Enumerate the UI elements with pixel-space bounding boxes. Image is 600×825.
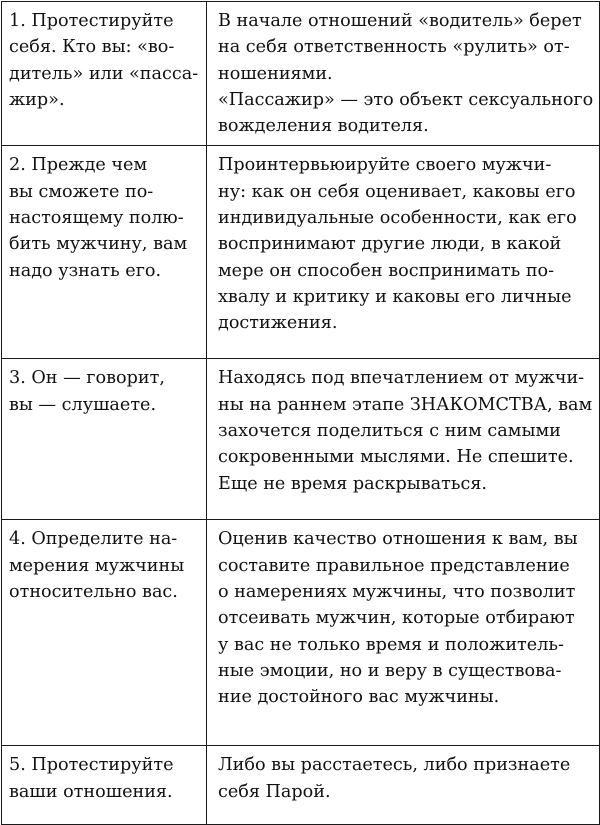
table-row (2, 520, 600, 746)
step-line: жир». (9, 89, 65, 110)
step-line: мерения мужчины (9, 555, 185, 576)
advice-table (1, 1, 600, 825)
description-line: ны на раннем этапе ЗНАКОМСТВА, вам (218, 394, 593, 415)
description-cell (207, 520, 600, 746)
description-line: у вас не только время и положитель- (218, 634, 564, 655)
description-line: достижения. (218, 313, 338, 334)
description-line: Проинтервьюируйте своего мужчи- (218, 155, 552, 176)
description-line: хвалу и критику и каковы его личные (218, 286, 572, 307)
description-line: ные эмоции, но и веру в существова- (218, 660, 562, 681)
step-line: дитель» или «пасса- (9, 63, 199, 84)
description-line: составите правильное представление (218, 555, 570, 576)
description-line: Либо вы расстаетесь, либо признаете (218, 755, 571, 776)
step-cell (2, 2, 207, 146)
description-line: Оценив качество отношения к вам, вы (218, 529, 578, 550)
description-line: Еще не время раскрываться. (218, 473, 488, 494)
step-line: ваши отношения. (9, 781, 173, 802)
description-line: ношениями. (218, 63, 333, 84)
step-line: относительно вас. (9, 582, 178, 603)
description-cell (207, 2, 600, 146)
step-line: 2. Прежде чем (9, 155, 148, 176)
description-line: на себя ответственность «рулить» от- (218, 37, 570, 58)
step-line: вы — слушаете. (9, 394, 157, 415)
description-line: Находясь под впечатлением от мужчи- (218, 368, 585, 389)
table-row (2, 746, 600, 825)
step-line: 3. Он — говорит, (9, 368, 165, 389)
step-cell (2, 359, 207, 520)
advice-table-body (2, 2, 600, 825)
description-line: о намерениях мужчины, что позволит (218, 582, 576, 603)
description-line: ну: как он себя оценивает, каковы его (218, 181, 576, 202)
description-line: сокровенными мыслями. Не спешите. (218, 447, 574, 468)
description-line: мере он способен воспринимать по- (218, 260, 555, 281)
step-line: 4. Определите на- (9, 529, 178, 550)
description-cell (207, 146, 600, 359)
step-cell (2, 520, 207, 746)
description-line: воспринимают другие люди, в какой (218, 234, 562, 255)
step-line: вы сможете по- (9, 181, 154, 202)
step-line: настоящему полю- (9, 208, 184, 229)
description-line: захочется поделиться с ним самыми (218, 421, 561, 442)
description-line: В начале отношений «водитель» берет (218, 11, 582, 31)
table-row (2, 146, 600, 359)
description-line: индивидуальные особенности, как его (218, 208, 577, 229)
step-line: бить мужчину, вам (9, 234, 188, 255)
description-line: «Пассажир» — это объект сексуального (218, 89, 594, 110)
step-line: 1. Протестируйте (9, 11, 174, 31)
table-row (2, 2, 600, 146)
step-line: 5. Протестируйте (9, 755, 174, 776)
description-cell (207, 359, 600, 520)
step-cell (2, 746, 207, 825)
step-line: надо узнать его. (9, 260, 162, 281)
description-line: отсеивать мужчин, которые отбирают (218, 608, 575, 629)
table-row (2, 359, 600, 520)
description-line: ние достойного вас мужчины. (218, 687, 500, 708)
step-line: себя. Кто вы: «во- (9, 37, 175, 58)
description-line: себя Парой. (218, 781, 331, 802)
description-line: вожделения водителя. (218, 116, 429, 137)
description-cell (207, 746, 600, 825)
step-cell (2, 146, 207, 359)
